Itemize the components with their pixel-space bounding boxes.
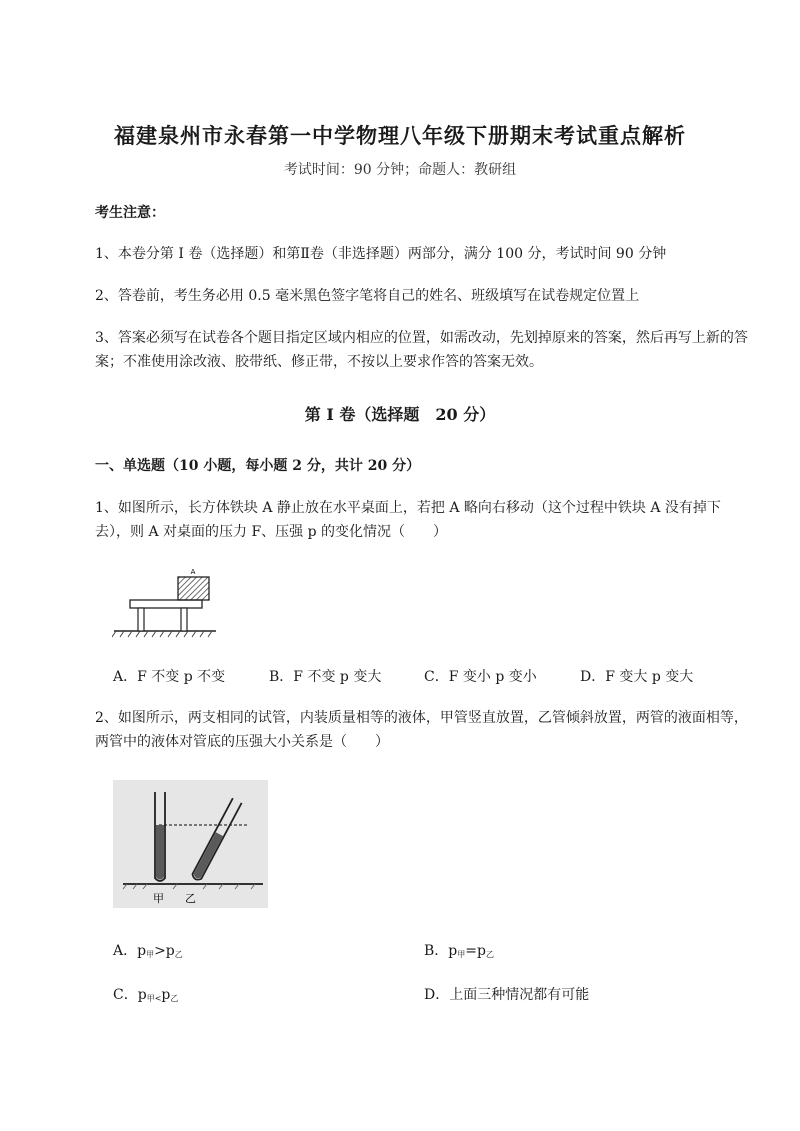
table-leg <box>138 608 144 631</box>
subscript: 甲 <box>146 950 155 959</box>
document-title: 福建泉州市永春第一中学物理八年级下册期末考试重点解析 <box>114 123 686 148</box>
q1-option-b[interactable]: B．F 不变 p 变大 <box>269 669 382 685</box>
subscript: 乙 <box>485 950 494 959</box>
q1-option-c[interactable]: C．F 变小 p 变小 <box>424 669 537 685</box>
subscript: < <box>154 994 162 1003</box>
exam-info: 考试时间：90 分钟；命题人：教研组 <box>283 162 517 178</box>
option-text: >p <box>154 943 175 959</box>
table-leg <box>181 608 187 631</box>
label-jia: 甲 <box>153 892 164 905</box>
test-tubes-photo <box>113 780 268 908</box>
label-yi: 乙 <box>185 892 196 905</box>
question-1-text: 1、如图所示，长方体铁块 A 静止放在水平桌面上，若把 A 略向右移动（这个过程中铁块 A 没有掉下去），则 A 对桌面的压力 F、压强 p 的变化情况（ ） <box>95 500 721 540</box>
option-text: A．p <box>113 943 147 959</box>
option-text: C．p <box>113 987 147 1003</box>
table-top <box>130 600 202 608</box>
liquid-yi <box>193 832 223 879</box>
iron-block-a <box>178 577 209 600</box>
table-block-figure <box>112 565 222 640</box>
section-title: 第 I 卷（选择题 20 分） <box>304 405 496 424</box>
ground-hatching <box>112 631 212 637</box>
q2-option-d[interactable]: D．上面三种情况都有可能 <box>424 987 590 1003</box>
subscript: 甲 <box>457 950 466 959</box>
subscript: 乙 <box>174 950 183 959</box>
q1-option-a[interactable]: A．F 不变 p 不变 <box>113 669 226 685</box>
notice-item-2: 2、答卷前，考生务必用 0.5 毫米黑色签字笔将自己的姓名、班级填写在试卷规定位置上 <box>95 288 640 304</box>
notice-heading: 考生注意： <box>95 205 165 221</box>
option-text: =p <box>465 943 486 959</box>
block-label: A <box>190 568 196 576</box>
q1-option-d[interactable]: D．F 变大 p 变大 <box>580 669 694 685</box>
subscript: 甲 <box>146 994 155 1003</box>
option-text: p <box>161 987 171 1003</box>
liquid-jia <box>156 825 164 880</box>
notice-item-1: 1、本卷分第 I 卷（选择题）和第Ⅱ卷（非选择题）两部分，满分 100 分，考试时间 90 分钟 <box>95 246 667 262</box>
option-text: B．p <box>424 943 458 959</box>
subscript: 乙 <box>170 994 179 1003</box>
q2-option-c[interactable] <box>113 984 178 1004</box>
question-2-text: 2、如图所示，两支相同的试管，内装质量相等的液体，甲管竖直放置，乙管倾斜放置，两管的液面相等，两管中的液体对管底的压强大小关系是（ ） <box>95 710 748 750</box>
part-heading: 一、单选题（10 小题，每小题 2 分，共计 20 分） <box>95 458 421 474</box>
q2-option-b[interactable] <box>424 940 494 960</box>
notice-item-3: 3、答案必须写在试卷各个题目指定区域内相应的位置，如需改动，先划掉原来的答案，然后再写上新的答案；不准使用涂改液、胶带纸、修正带，不按以上要求作答的答案无效。 <box>95 330 748 370</box>
q2-option-a[interactable] <box>113 940 183 960</box>
